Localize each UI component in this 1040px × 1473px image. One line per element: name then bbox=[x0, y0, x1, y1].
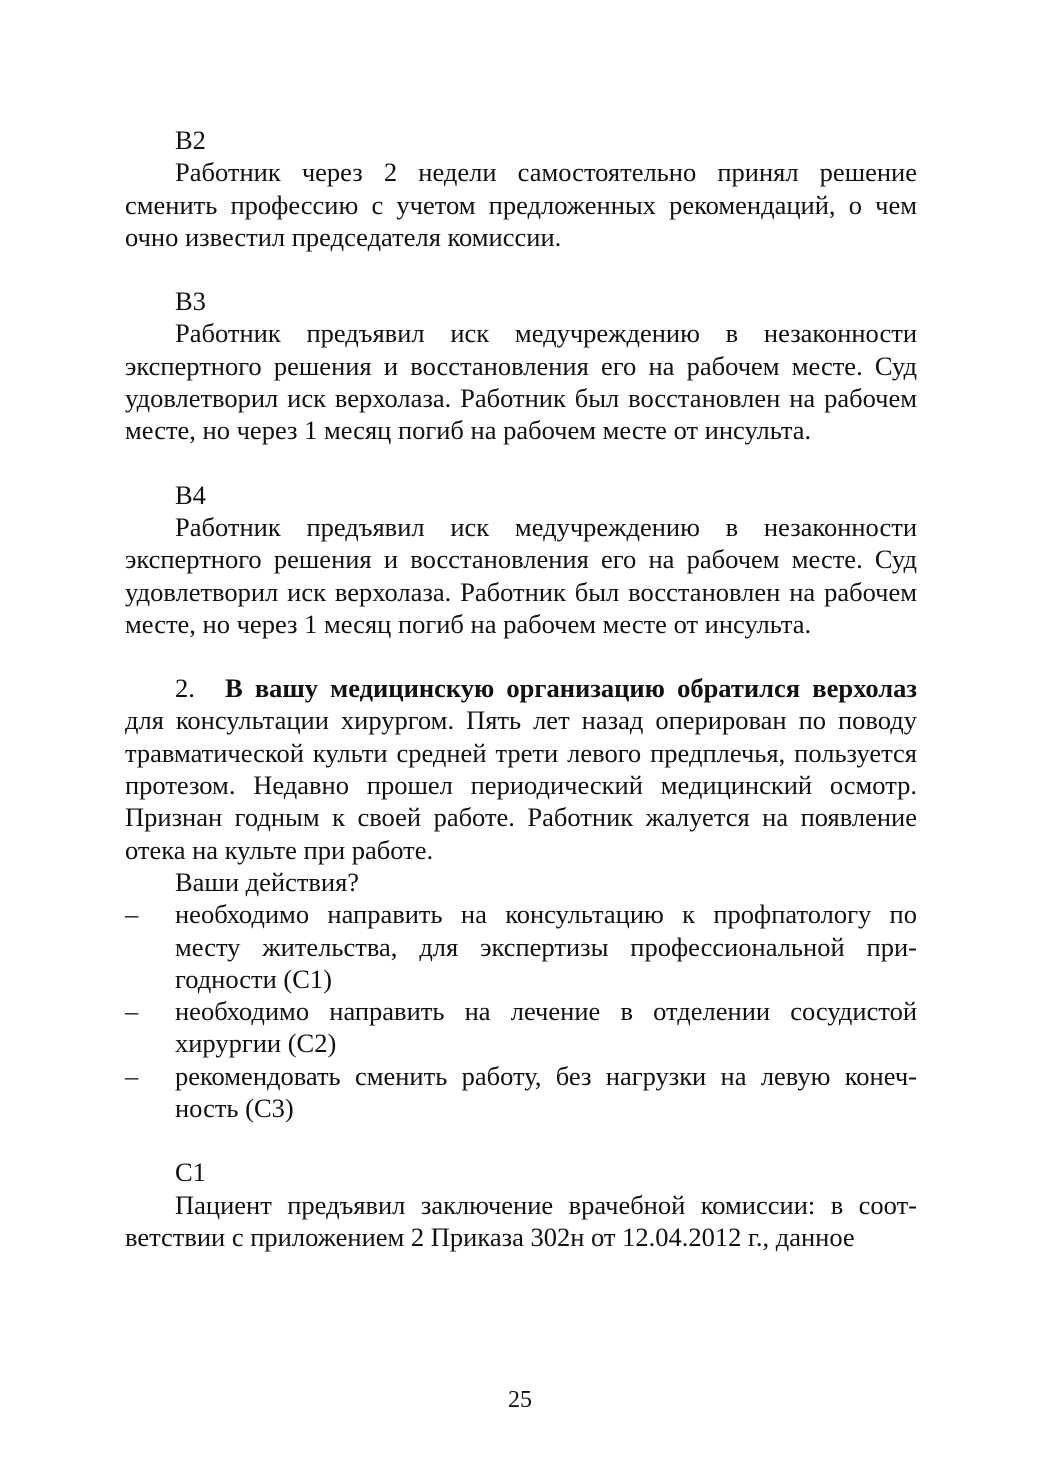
section-label-b4: B4 bbox=[175, 479, 206, 510]
section-text-c1: Пациент предъявил заключение врачебной комиссии: в соответствии с приложением 2 Приказа 302н от 12.04.2012 г., данное bbox=[125, 1189, 917, 1252]
section-label-b2: B2 bbox=[175, 125, 206, 155]
section-text-b3: Работник предъявил иск медучреждению в незаконности экспертного решения и восстановления его на рабочем месте. Суд удовлетворил иск верхолаза. Работник был восстановлен на рабочем месте, но через 1 месяц погиб на рабочем месте от инсульта. bbox=[125, 318, 917, 446]
answer-option-c2 bbox=[125, 995, 917, 1060]
question-body: для консультации хирургом. Пять лет назад оперирован по поводу травматической культи средней трети левого предплечья, пользуется протезом. Недавно прошел периодический медицинский осмотр. Признан годным к своей работе. Работник жалуется на появление отека на культе при работе. bbox=[125, 705, 917, 865]
question-prompt: Ваши действия? bbox=[175, 866, 360, 897]
dash-marker: – bbox=[125, 1060, 139, 1091]
section-text-b4: Работник предъявил иск медучреждению в незаконности экспертного решения и восстановления его на рабочем месте. Суд удовлетворил иск верхолаза. Работник был восстановлен на рабочем месте, но через 1 месяц погиб на рабочем месте от инсульта. bbox=[125, 511, 917, 639]
dash-marker: – bbox=[125, 996, 139, 1027]
page-number: 25 bbox=[508, 1387, 532, 1413]
section-text-b2: Работник через 2 недели самостоятельно принял решение сменить профессию с учетом предложенных рекомендаций, о чем очно известил председателя комиссии. bbox=[125, 157, 917, 252]
spacer bbox=[125, 1124, 917, 1156]
document-page bbox=[125, 124, 917, 1253]
dash-marker: – bbox=[125, 899, 139, 930]
question-lead: В вашу медицинскую организацию обратился верхолаз bbox=[225, 673, 917, 704]
answer-option-text: необходимо направить на лечение в отделении сосудистой хирургии (С2) bbox=[175, 996, 917, 1059]
answer-options bbox=[125, 898, 917, 1124]
answer-option-c3 bbox=[125, 1060, 917, 1125]
spacer bbox=[125, 447, 917, 479]
question-paragraph bbox=[125, 672, 917, 866]
spacer bbox=[125, 640, 917, 672]
section-label-b3: B3 bbox=[175, 286, 206, 317]
question-number: 2. bbox=[175, 673, 195, 704]
answer-option-c1 bbox=[125, 898, 917, 995]
section-label-c1: C1 bbox=[175, 1157, 206, 1188]
answer-option-text: необходимо направить на консультацию к профпатологу по месту жительства, для экспертизы профессиональной пригодности (С1) bbox=[175, 899, 917, 994]
answer-option-text: рекомендовать сменить работу, без нагрузки на левую конечность (С3) bbox=[175, 1060, 917, 1124]
spacer bbox=[125, 253, 917, 285]
